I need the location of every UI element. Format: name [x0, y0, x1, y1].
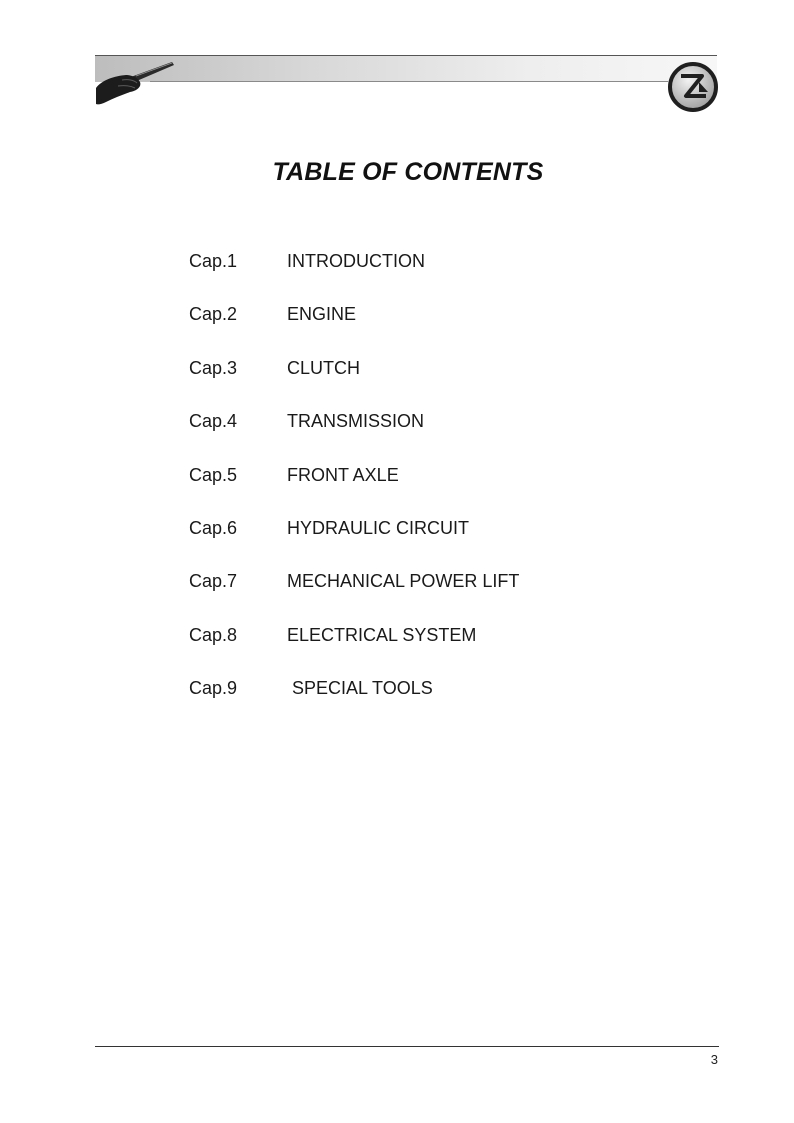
toc-entry[interactable]: [189, 463, 609, 516]
toc-chapter-number: Cap.1: [189, 251, 238, 271]
toc-chapter-number: Cap.2: [189, 304, 238, 325]
toc-chapter-title: FRONT AXLE: [287, 464, 399, 485]
toc-chapter-title: CLUTCH: [287, 357, 361, 378]
page-number: 3: [710, 1052, 718, 1067]
toc-chapter-number: Cap.6: [189, 517, 238, 538]
toc-chapter-title: ENGINE: [287, 304, 357, 325]
page-title: TABLE OF CONTENTS: [272, 158, 544, 186]
toc-list: [189, 249, 609, 730]
toc-chapter-title: TRANSMISSION: [287, 411, 425, 432]
toc-entry[interactable]: [189, 409, 609, 462]
header-bottom-rule: [150, 81, 668, 82]
pointing-hand-icon: [92, 58, 178, 108]
toc-chapter-title: INTRODUCTION: [287, 251, 425, 271]
toc-chapter-number: Cap.5: [189, 464, 238, 485]
toc-chapter-number: Cap.3: [189, 357, 238, 378]
toc-chapter-number: Cap.8: [189, 624, 238, 645]
toc-entry[interactable]: [189, 249, 609, 302]
header-band: [95, 56, 717, 82]
toc-chapter-title: ELECTRICAL SYSTEM: [287, 624, 477, 645]
toc-entry[interactable]: [189, 676, 609, 729]
toc-chapter-title: HYDRAULIC CIRCUIT: [287, 517, 470, 538]
toc-entry[interactable]: [189, 569, 609, 622]
toc-chapter-number: Cap.9: [189, 678, 238, 699]
toc-chapter-number: Cap.4: [189, 411, 238, 432]
toc-chapter-title: SPECIAL TOOLS: [287, 678, 433, 699]
toc-entry[interactable]: [189, 516, 609, 569]
footer-rule: [95, 1046, 719, 1047]
toc-chapter-number: Cap.7: [189, 571, 238, 592]
brand-logo-icon: [666, 60, 720, 114]
toc-entry[interactable]: [189, 356, 609, 409]
toc-entry[interactable]: [189, 623, 609, 676]
toc-entry[interactable]: [189, 302, 609, 355]
toc-chapter-title: MECHANICAL POWER LIFT: [287, 571, 520, 592]
